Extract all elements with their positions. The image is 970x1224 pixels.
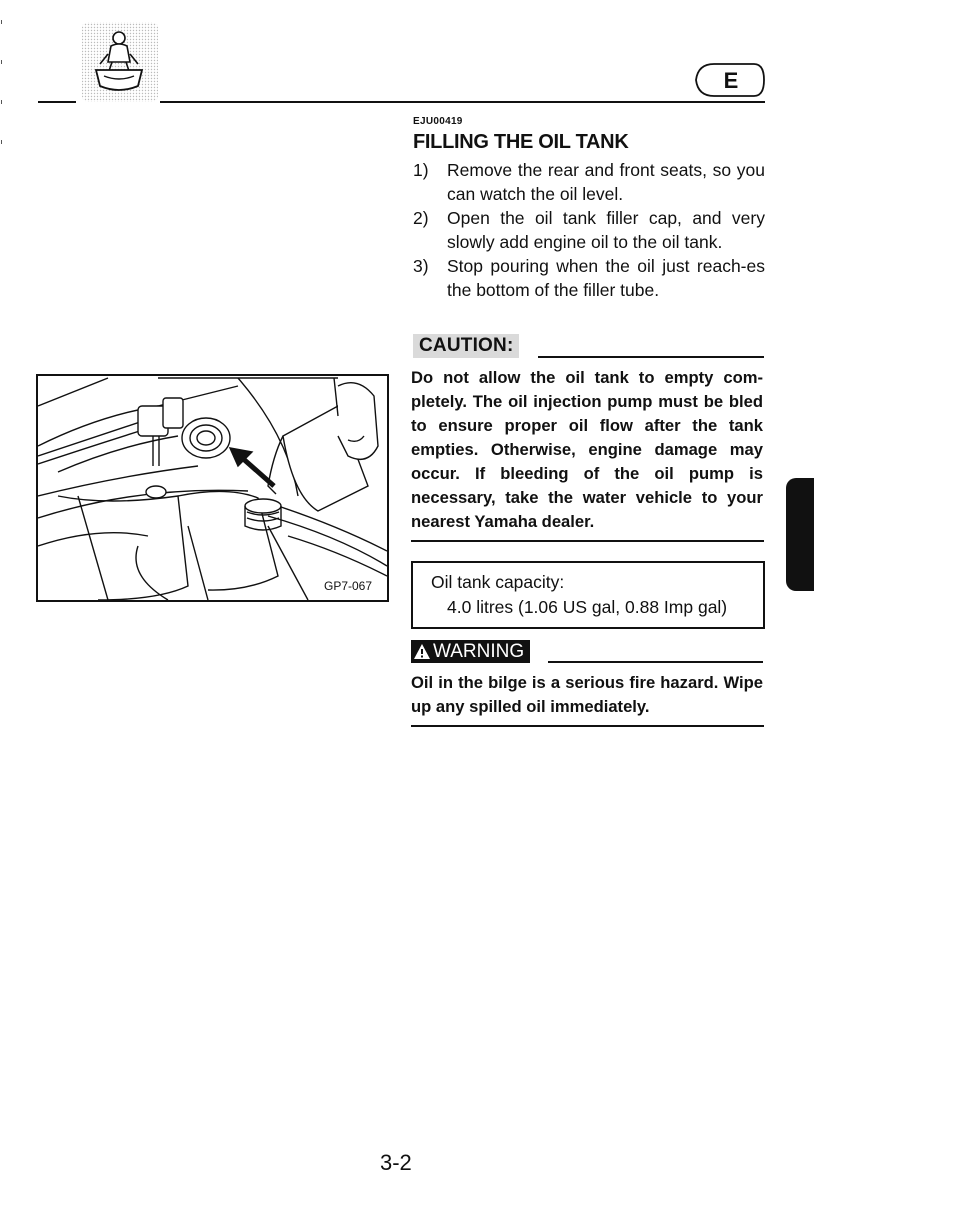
oil-tank-illustration xyxy=(36,374,389,602)
language-badge xyxy=(694,60,766,100)
steps-list xyxy=(413,158,765,302)
jet-ski-rider-icon xyxy=(78,20,160,104)
warning-bottom-rule xyxy=(411,725,764,727)
header-rule-right xyxy=(160,101,765,103)
section-title: FILLING THE OIL TANK xyxy=(413,131,629,153)
warning-label xyxy=(411,640,530,663)
warning-triangle-icon xyxy=(413,643,431,660)
step-item xyxy=(413,158,765,206)
step-number: 1) xyxy=(413,160,429,180)
caution-rule xyxy=(538,356,764,358)
language-badge-letter: E xyxy=(723,68,739,93)
step-text: Remove the rear and front seats, so you can watch the oil level. xyxy=(447,160,765,204)
section-code: EJU00419 xyxy=(413,116,463,127)
warning-text: Oil in the bilge is a serious fire hazard. Wipe up any spilled oil immediately. xyxy=(411,673,763,716)
step-item xyxy=(413,206,765,254)
caution-text: Do not allow the oil tank to empty com-pletely. The oil injection pump must be bled to ensure proper oil flow after the tank empties. Otherwise, engine damage may occur. If bleeding of the oil pump is necessary, take the water vehicle to your nearest Yamaha dealer. xyxy=(411,368,763,531)
warning-rule xyxy=(548,661,763,663)
warning-label-text: WARNING xyxy=(433,640,525,662)
step-text: Open the oil tank filler cap, and very slowly add engine oil to the oil tank. xyxy=(447,208,765,252)
caution-bottom-rule xyxy=(411,540,764,542)
step-item xyxy=(413,254,765,302)
capacity-box xyxy=(411,561,765,629)
capacity-label: Oil tank capacity: xyxy=(431,572,565,592)
header-rule-left xyxy=(38,101,76,103)
page-number: 3-2 xyxy=(380,1150,412,1175)
margin-marks xyxy=(0,0,4,160)
capacity-value: 4.0 litres (1.06 US gal, 0.88 Imp gal) xyxy=(447,597,728,617)
step-text: Stop pouring when the oil just reach-es the bottom of the filler tube. xyxy=(447,256,765,300)
step-number: 3) xyxy=(413,256,429,276)
step-number: 2) xyxy=(413,208,429,228)
caution-label: CAUTION: xyxy=(413,334,519,358)
oil-pouring-drawing xyxy=(38,376,387,600)
chapter-side-tab xyxy=(786,478,814,591)
figure-label: GP7-067 xyxy=(324,579,373,593)
